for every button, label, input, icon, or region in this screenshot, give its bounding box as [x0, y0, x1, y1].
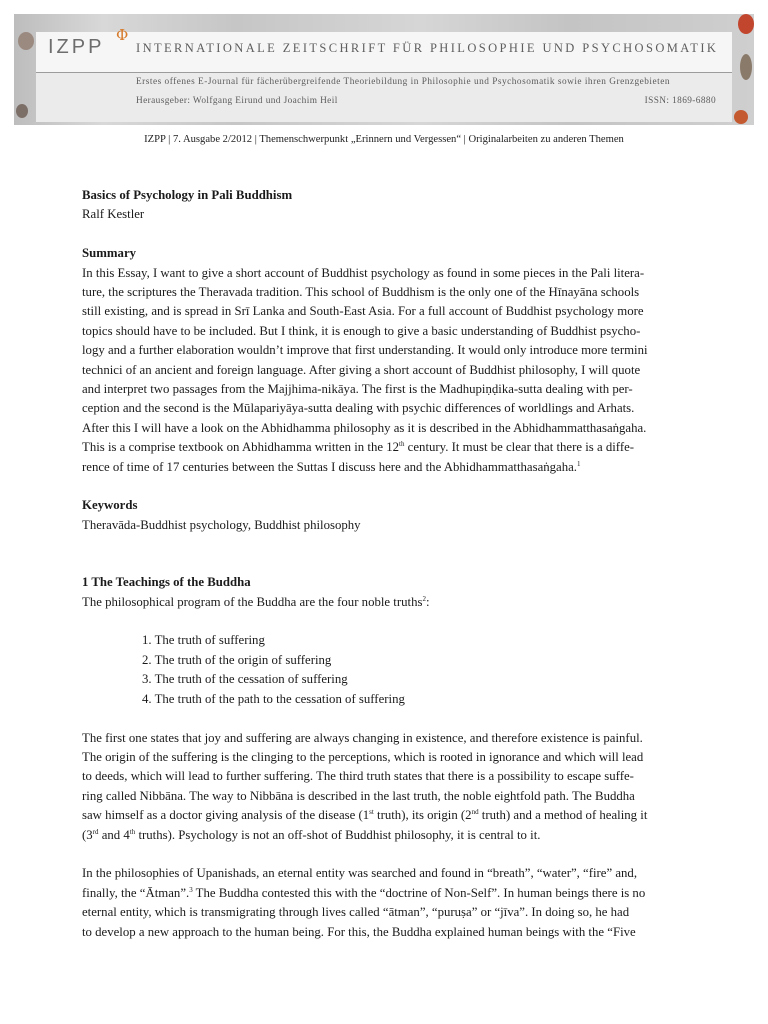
summary-line: still existing, and is spread in Srī Lanka and South-East Asia. For a full account of Buddhist psychology more [82, 304, 644, 319]
section-intro-tail: : [425, 594, 430, 609]
keywords-text: Theravāda-Buddhist psychology, Buddhist philosophy [82, 517, 361, 532]
journal-subtitle: Erstes offenes E-Journal für fächerübergreifende Theoriebildung in Philosophie und Psychosomatik sowie ihren Grenzgebieten [136, 77, 670, 87]
summary-heading: Summary [82, 246, 137, 261]
footnote-ref[interactable]: 1 [577, 459, 581, 468]
banner-figure [18, 32, 34, 50]
paragraph-line: The origin of the suffering is the clinging to the perceptions, which is rooted in ignorance and which will lead [82, 749, 644, 764]
banner-figure [734, 110, 748, 124]
paragraph-line: The first one states that joy and suffering are always changing in existence, and therefore existence is painful. [82, 730, 643, 745]
summary-paragraph [82, 264, 714, 477]
banner-figure [740, 54, 752, 80]
summary-line [82, 438, 714, 457]
superscript: st [369, 808, 374, 817]
article-title: Basics of Psychology in Pali Buddhism [82, 188, 293, 202]
paragraph [82, 864, 714, 942]
summary-line: technici of an ancient and foreign language. After giving a short account of Buddhist philosophy, I will quote [82, 362, 641, 377]
summary-line: topics should have to be included. But I think, it is enough to give a basic understanding of Buddhist psycho- [82, 323, 641, 338]
list-item: 2. The truth of the origin of suffering [142, 652, 332, 667]
list-item: 1. The truth of suffering [142, 633, 265, 648]
paragraph-text: truths). Psychology is not an off-shot of Buddhist philosophy, it is central to it. [135, 827, 541, 842]
article-body [82, 186, 714, 942]
noble-truths-list [82, 631, 714, 709]
paragraph [82, 729, 714, 845]
issue-line: IZPP | 7. Ausgabe 2/2012 | Themenschwerpunkt „Erinnern und Vergessen“ | Originalarbeiten zu anderen Themen [144, 134, 624, 145]
article-author: Ralf Kestler [82, 207, 145, 222]
journal-editors: Herausgeber: Wolfgang Eirund und Joachim Heil [136, 96, 338, 106]
superscript: th [129, 827, 136, 836]
banner-divider [36, 72, 732, 73]
paragraph-line [82, 826, 714, 845]
superscript: th [399, 440, 405, 449]
paragraph-text: saw himself as a doctor giving analysis of the disease (1 [82, 808, 370, 823]
summary-line: logy and a further elaboration wouldn’t improve that first understanding. It would only introduce more termini [82, 343, 648, 358]
phi-logo-icon: Φ [116, 26, 129, 44]
section-heading: 1 The Teachings of the Buddha [82, 575, 251, 590]
summary-line: and interpret two passages from the Majjhima-nikāya. The first is the Madhupiṇḍika-sutta dealing with per- [82, 382, 633, 397]
summary-line: In this Essay, I want to give a short account of Buddhist psychology as found in some pieces in the Pali litera- [82, 265, 645, 280]
summary-line-text: rence of time of 17 centuries between the Suttas I discuss here and the Abhidhammatthasaṅgaha. [82, 459, 578, 474]
summary-line: ception and the second is the Mūlapariyāya-sutta dealing with psychic differences of worldlings and Arhats. [82, 401, 635, 416]
keywords-heading: Keywords [82, 498, 138, 513]
banner-figure [16, 104, 28, 118]
paragraph-text: truth) and a method of healing it [478, 808, 648, 823]
summary-line: ture, the scriptures the Theravada tradition. This school of Buddhism is the only one of the Hīnayāna schools [82, 285, 640, 300]
journal-title: INTERNATIONALE ZEITSCHRIFT FÜR PHILOSOPHIE UND PSYCHOSOMATIK [136, 41, 719, 55]
summary-line-text: century. It must be clear that there is a diffe- [404, 440, 635, 455]
footnote-ref[interactable]: 2 [422, 594, 426, 603]
section-intro-text: The philosophical program of the Buddha are the four noble truths [82, 594, 423, 609]
paragraph-line: In the philosophies of Upanishads, an eternal entity was searched and found in “breath”, “water”, “fire” and, [82, 866, 638, 881]
paragraph-line: to develop a new approach to the human being. For this, the Buddha explained human beings with the “Five [82, 924, 636, 939]
paragraph-text: finally, the “Ātman”. [82, 885, 190, 900]
paragraph-line [82, 806, 714, 825]
summary-line-text: This is a comprise textbook on Abhidhamma written in the 12 [82, 440, 400, 455]
paragraph-text: truth), its origin (2 [373, 808, 472, 823]
paragraph-line [82, 884, 714, 903]
footnote-ref[interactable]: 3 [189, 885, 193, 894]
banner-figure [738, 14, 754, 34]
superscript: nd [471, 808, 479, 817]
summary-line [82, 458, 714, 477]
paragraph-text: (3 [82, 827, 93, 842]
superscript: rd [92, 827, 99, 836]
paragraph-line: ring called Nibbāna. The way to Nibbāna is described in the last truth, the noble eightfold path. The Buddha [82, 788, 635, 803]
paragraph-text: The Buddha contested this with the “doctrine of Non-Self”. In human beings there is no [192, 885, 646, 900]
paragraph-line: to deeds, which will lead to further suffering. The third truth states that there is a possibility to escape suffe- [82, 769, 634, 784]
journal-issn: ISSN: 1869-6880 [644, 96, 716, 106]
summary-line: After this I will have a look on the Abhidhamma philosophy as it is described in the Abhidhammatthasaṅgaha. [82, 420, 647, 435]
paragraph-line: eternal entity, which is transmigrating through lives called “ātman”, “puruṣa” or “jīva”. In doing so, he had [82, 905, 630, 920]
list-item: 3. The truth of the cessation of suffering [142, 672, 348, 687]
journal-logo: IZPP [48, 36, 105, 58]
journal-banner [14, 14, 754, 125]
paragraph-text: and 4 [98, 827, 130, 842]
section-intro [82, 593, 714, 612]
list-item: 4. The truth of the path to the cessation of suffering [142, 691, 405, 706]
